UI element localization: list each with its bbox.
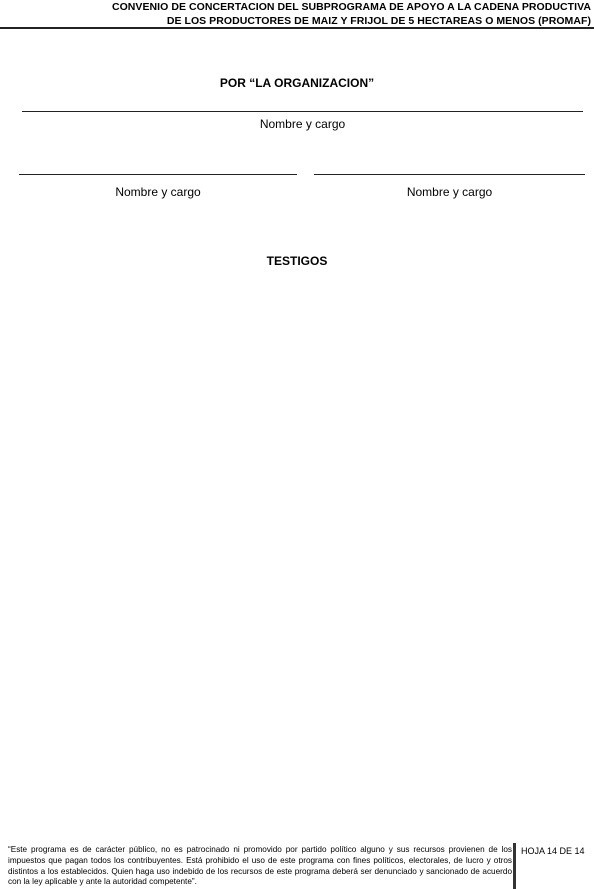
document-header [112, 0, 591, 28]
footer-divider [513, 843, 516, 889]
signature-label-left: Nombre y cargo [115, 185, 201, 199]
signature-label-right: Nombre y cargo [406, 185, 493, 199]
signature-line-right [314, 174, 585, 175]
header-divider [0, 27, 594, 29]
page-number: HOJA 14 DE 14 [521, 846, 585, 856]
signature-line-left [19, 174, 297, 175]
signature-label-main: Nombre y cargo [259, 117, 346, 131]
header-title-line-1: CONVENIO DE CONCERTACION DEL SUBPROGRAMA DE APOYO A LA CADENA PRODUCTIVA [111, 1, 591, 13]
header-title-line-2: DE LOS PRODUCTORES DE MAIZ Y FRIJOL DE 5 HECTAREAS O MENOS (PROMAF) [166, 15, 591, 27]
footer-disclaimer: “Este programa es de carácter público, no es patrocinado ni promovido por partido político alguno y sus recursos provienen de los impuestos que pagan todos los contribuyentes. Está prohibido el uso de este programa con fines políticos, electorales, de lucro y otros distintos a los establecidos. Quien haga uso indebido de los recursos de este programa deberá ser denunciado y sancionado de acuerdo con la ley aplicable y ante la autoridad competente”. [8, 845, 512, 887]
witnesses-title: TESTIGOS [266, 254, 328, 268]
organization-title: POR “LA ORGANIZACION” [219, 76, 375, 90]
signature-line-main [22, 111, 583, 112]
